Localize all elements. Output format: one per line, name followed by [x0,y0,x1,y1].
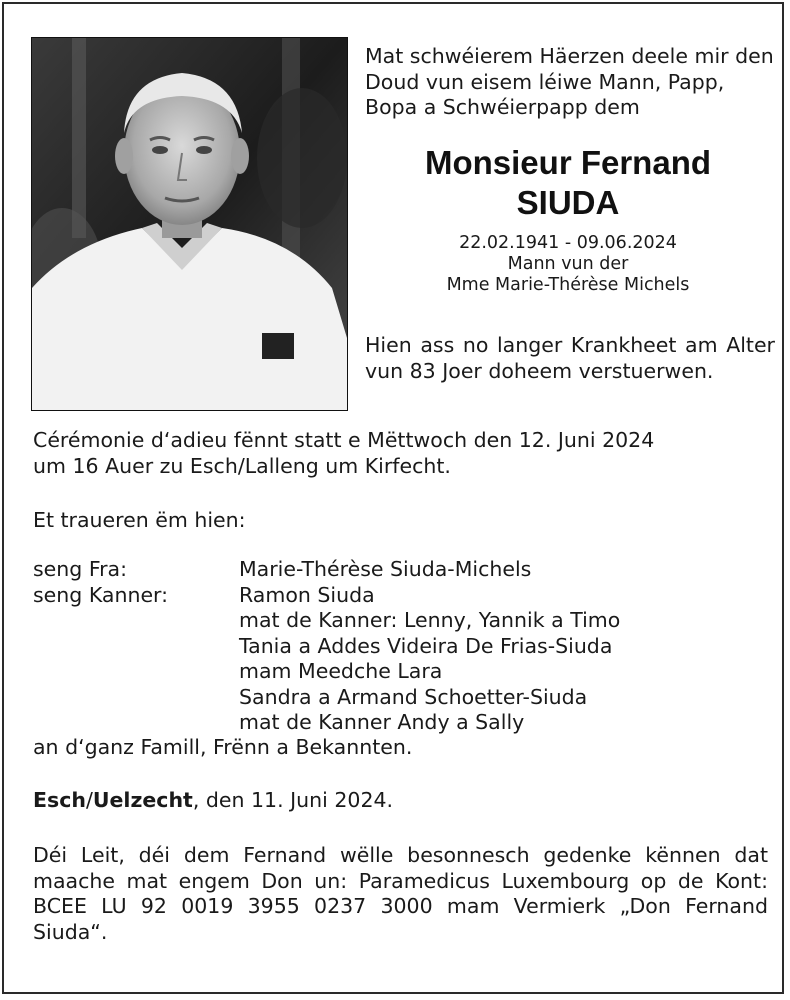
mourner-row [33,685,773,711]
mourner-label [33,710,239,736]
mourner-value: Marie-Thérèse Siuda-Michels [239,557,532,581]
donation-text: Déi Leit, déi dem Fernand wëlle besonnesch gedenke kënnen dat maache mat engem Don un: Paramedicus Luxembourg op de Kont: BCEE LU 92 0019 3955 0237 3000 mam Vermierk „Don Fernand Siuda“. [33,843,768,944]
mourner-label [33,659,239,685]
ceremony-line-1: Cérémonie d‘adieu fënnt statt e Mëttwoch den 12. Juni 2024 [33,428,655,452]
deceased-surname: SIUDA [516,184,620,221]
life-dates: 22.02.1941 - 09.06.2024 [459,233,677,253]
mourner-value: Sandra a Armand Schoetter-Siuda [239,684,588,709]
spouse-line-1: Mann vun der [507,254,629,274]
mourner-row [33,659,773,685]
place-name-2: Uelzecht [92,788,193,812]
deceased-name [365,143,771,223]
closing-text: an d‘ganz Famill, Frënn a Bekannten. [33,735,413,759]
mourner-value: mat de Kanner: Lenny, Yannik a Timo [239,608,621,632]
mourner-label: seng Kanner: [33,582,169,607]
mourning-intro: Et traueren ëm hien: [33,508,246,532]
mourners-list [33,557,773,736]
mourner-label [33,634,239,660]
spouse-line-2: Mme Marie-Thérèse Michels [446,275,690,295]
mourner-value: Ramon Siuda [239,582,375,607]
place-name: Esch [33,788,86,812]
mourner-row [33,710,773,736]
portrait-photo [31,37,348,411]
place-separator: / [85,788,93,812]
mourner-label [33,685,239,711]
ceremony-text [33,428,778,479]
mourner-value: mam Meedche Lara [239,659,443,683]
mourner-label [33,608,239,634]
mourner-row [33,634,773,660]
mourner-value: mat de Kanner Andy a Sally [239,710,525,734]
mourner-row [33,557,773,583]
intro-text: Mat schwéierem Häerzen deele mir den Doud vun eisem léiwe Mann, Papp, Bopa a Schwéierpapp dem [365,44,774,119]
place-date [33,788,778,814]
deceased-title-name: Monsieur Fernand [424,144,712,181]
mourner-value: Tania a Addes Videira De Frias-Siuda [239,633,613,658]
deceased-details [365,233,771,296]
ceremony-line-2: um 16 Auer zu Esch/Lalleng um Kirfecht. [33,453,451,478]
passing-text: Hien ass no langer Krankheet am Alter vun 83 Joer doheem verstuerwen. [365,333,775,383]
mourner-row [33,608,773,634]
date-text: , den 11. Juni 2024. [192,788,394,812]
mourner-row [33,583,773,609]
mourner-label: seng Fra: [33,557,128,581]
